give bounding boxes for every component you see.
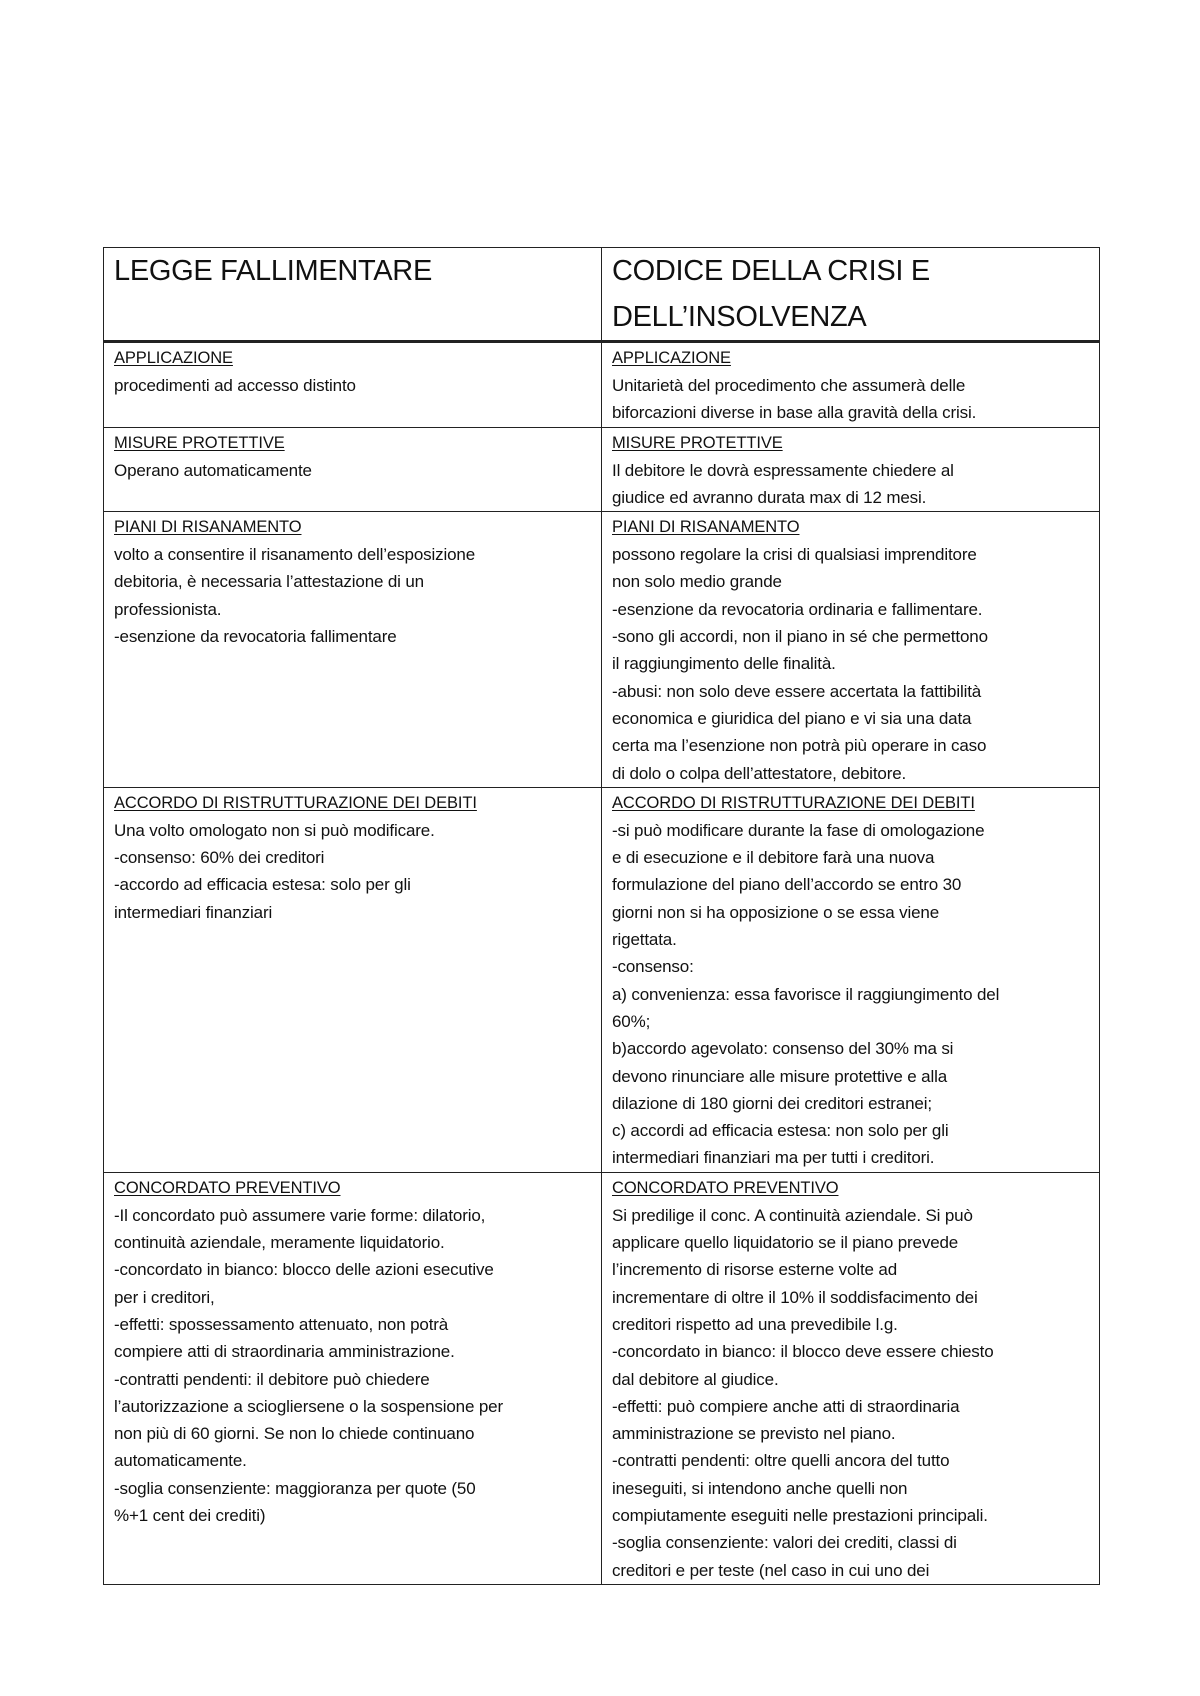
section-text-line: Il debitore le dovrà espressamente chiedere al [612,460,954,480]
section-text-line: Operano automaticamente [114,460,312,480]
section-text-line: procedimenti ad accesso distinto [114,376,356,395]
section-row-misure-protettive [104,427,1100,512]
section-text-line: certa ma l’esenzione non potrà più operare in caso [612,736,987,756]
section-text-line: dilazione di 180 giorni dei creditori estranei; [612,1093,932,1113]
section-text-line: %+1 cent dei crediti) [114,1505,266,1525]
header-cell-codice-crisi [602,248,1100,342]
section-text-line: -esenzione da revocatoria fallimentare [114,627,397,647]
section-text-line: possono regolare la crisi di qualsiasi imprenditore [612,545,977,565]
section-text-line: -soglia consenziente: maggioranza per quote (50 [114,1478,476,1498]
section-text-line: economica e giuridica del piano e vi sia una data [612,708,972,728]
section-text-line: Una volto omologato non si può modificare. [114,820,435,840]
section-text-line: dal debitore al giudice. [612,1369,779,1389]
table-body [104,248,1100,1585]
section-text-line: -effetti: spossessamento attenuato, non potrà [114,1314,449,1334]
section-text-line: -contratti pendenti: il debitore può chiedere [114,1369,430,1389]
section-text-line: e di esecuzione e il debitore farà una nuova [612,848,935,868]
section-text-line: debitoria, è necessaria l’attestazione di un [114,572,424,592]
section-cell-left-concordato-preventivo [104,1172,602,1584]
section-text-line: giorni non si ha opposizione o se essa viene [612,902,940,922]
section-text-line: di dolo o colpa dell’attestatore, debitore. [612,763,907,783]
section-text-line: b)accordo agevolato: consenso del 30% ma si [612,1039,954,1059]
section-text-line: a) convenienza: essa favorisce il raggiungimento del [612,984,1000,1004]
section-text-line: giudice ed avranno durata max di 12 mesi. [612,487,927,507]
section-text-line: Unitarietà del procedimento che assumerà delle [612,376,966,395]
section-text-line: -effetti: può compiere anche atti di straordinaria [612,1396,960,1416]
section-text-line: biforcazioni diverse in base alla gravità della crisi. [612,403,977,423]
section-text-line: 60%; [612,1011,651,1031]
section-row-accordo-di-ristrutturazione-dei-debiti [104,787,1100,1172]
section-text-line: creditori e per teste (nel caso in cui uno dei [612,1560,930,1580]
section-text-line: -abusi: non solo deve essere accertata la fattibilità [612,681,982,701]
section-cell-right-accordo-di-ristrutturazione-dei-debiti [602,787,1100,1172]
section-heading: MISURE PROTETTIVE [114,433,285,452]
section-text-line: c) accordi ad efficacia estesa: non solo per gli [612,1121,949,1141]
section-text-line: Si predilige il conc. A continuità aziendale. Si può [612,1205,973,1225]
section-text-line: automaticamente. [114,1451,247,1471]
section-cell-right-misure-protettive [602,427,1100,512]
section-text-line: -consenso: [612,957,694,977]
section-text-line: -accordo ad efficacia estesa: solo per gli [114,875,411,895]
section-text-line: rigettata. [612,930,677,950]
header-cell-legge-fallimentare [104,248,602,342]
header-row [104,248,1100,342]
section-heading: APPLICAZIONE [612,349,731,367]
section-cell-left-piani-di-risanamento [104,512,602,788]
section-text-line: compiere atti di straordinaria amministrazione. [114,1342,455,1362]
header-title-right-line: DELL’INSOLVENZA [612,301,867,333]
section-text-line: -Il concordato può assumere varie forme: dilatorio, [114,1205,486,1225]
comparison-table [103,247,1100,1585]
section-heading: CONCORDATO PREVENTIVO [612,1178,839,1197]
section-text-line: creditori rispetto ad una prevedibile l.g. [612,1314,898,1334]
section-cell-left-applicazione [104,342,602,428]
section-text-line: formulazione del piano dell’accordo se entro 30 [612,875,962,895]
section-text-line: il raggiungimento delle finalità. [612,654,836,674]
section-text-line: -sono gli accordi, non il piano in sé che permettono [612,627,988,647]
section-text-line: intermediari finanziari [114,902,273,922]
section-text-line: l’incremento di risorse esterne volte ad [612,1260,898,1280]
section-cell-right-concordato-preventivo [602,1172,1100,1584]
section-text-line: incrementare di oltre il 10% il soddisfacimento dei [612,1287,978,1307]
section-text-line: -soglia consenziente: valori dei crediti, classi di [612,1533,957,1553]
section-text-line: -consenso: 60% dei creditori [114,848,325,868]
section-cell-left-misure-protettive [104,427,602,512]
section-text-line: -esenzione da revocatoria ordinaria e fallimentare. [612,599,983,619]
section-text-line: devono rinunciare alle misure protettive e alla [612,1066,948,1086]
section-text-line: per i creditori, [114,1287,215,1307]
section-heading: ACCORDO DI RISTRUTTURAZIONE DEI DEBITI [612,793,975,812]
section-text-line: professionista. [114,599,222,619]
section-heading: APPLICAZIONE [114,349,233,367]
section-cell-right-piani-di-risanamento [602,512,1100,788]
section-heading: CONCORDATO PREVENTIVO [114,1178,341,1197]
section-row-applicazione [104,342,1100,428]
section-row-piani-di-risanamento [104,512,1100,788]
section-text-line: volto a consentire il risanamento dell’esposizione [114,545,476,565]
section-heading: MISURE PROTETTIVE [612,433,783,452]
section-text-line: continuità aziendale, meramente liquidatorio. [114,1233,445,1253]
section-heading: ACCORDO DI RISTRUTTURAZIONE DEI DEBITI [114,793,477,812]
section-cell-left-accordo-di-ristrutturazione-dei-debiti [104,787,602,1172]
section-text-line: -si può modificare durante la fase di omologazione [612,820,985,840]
section-text-line: non solo medio grande [612,572,782,592]
section-text-line: compiutamente eseguiti nelle prestazioni principali. [612,1505,988,1525]
section-heading: PIANI DI RISANAMENTO [612,518,800,537]
section-text-line: amministrazione se previsto nel piano. [612,1424,896,1444]
section-row-concordato-preventivo [104,1172,1100,1584]
section-text-line: ineseguiti, si intendono anche quelli non [612,1478,908,1498]
header-title-left: LEGGE FALLIMENTARE [114,255,432,287]
section-text-line: -concordato in bianco: il blocco deve essere chiesto [612,1342,994,1362]
section-text-line: l’autorizzazione a sciogliersene o la sospensione per [114,1396,503,1416]
section-text-line: applicare quello liquidatorio se il piano prevede [612,1233,959,1253]
section-text-line: intermediari finanziari ma per tutti i creditori. [612,1148,935,1168]
header-title-right-line: CODICE DELLA CRISI E [612,255,930,287]
section-text-line: -contratti pendenti: oltre quelli ancora del tutto [612,1451,950,1471]
section-heading: PIANI DI RISANAMENTO [114,518,302,537]
section-cell-right-applicazione [602,342,1100,428]
section-text-line: non più di 60 giorni. Se non lo chiede continuano [114,1424,475,1444]
section-text-line: -concordato in bianco: blocco delle azioni esecutive [114,1260,494,1280]
